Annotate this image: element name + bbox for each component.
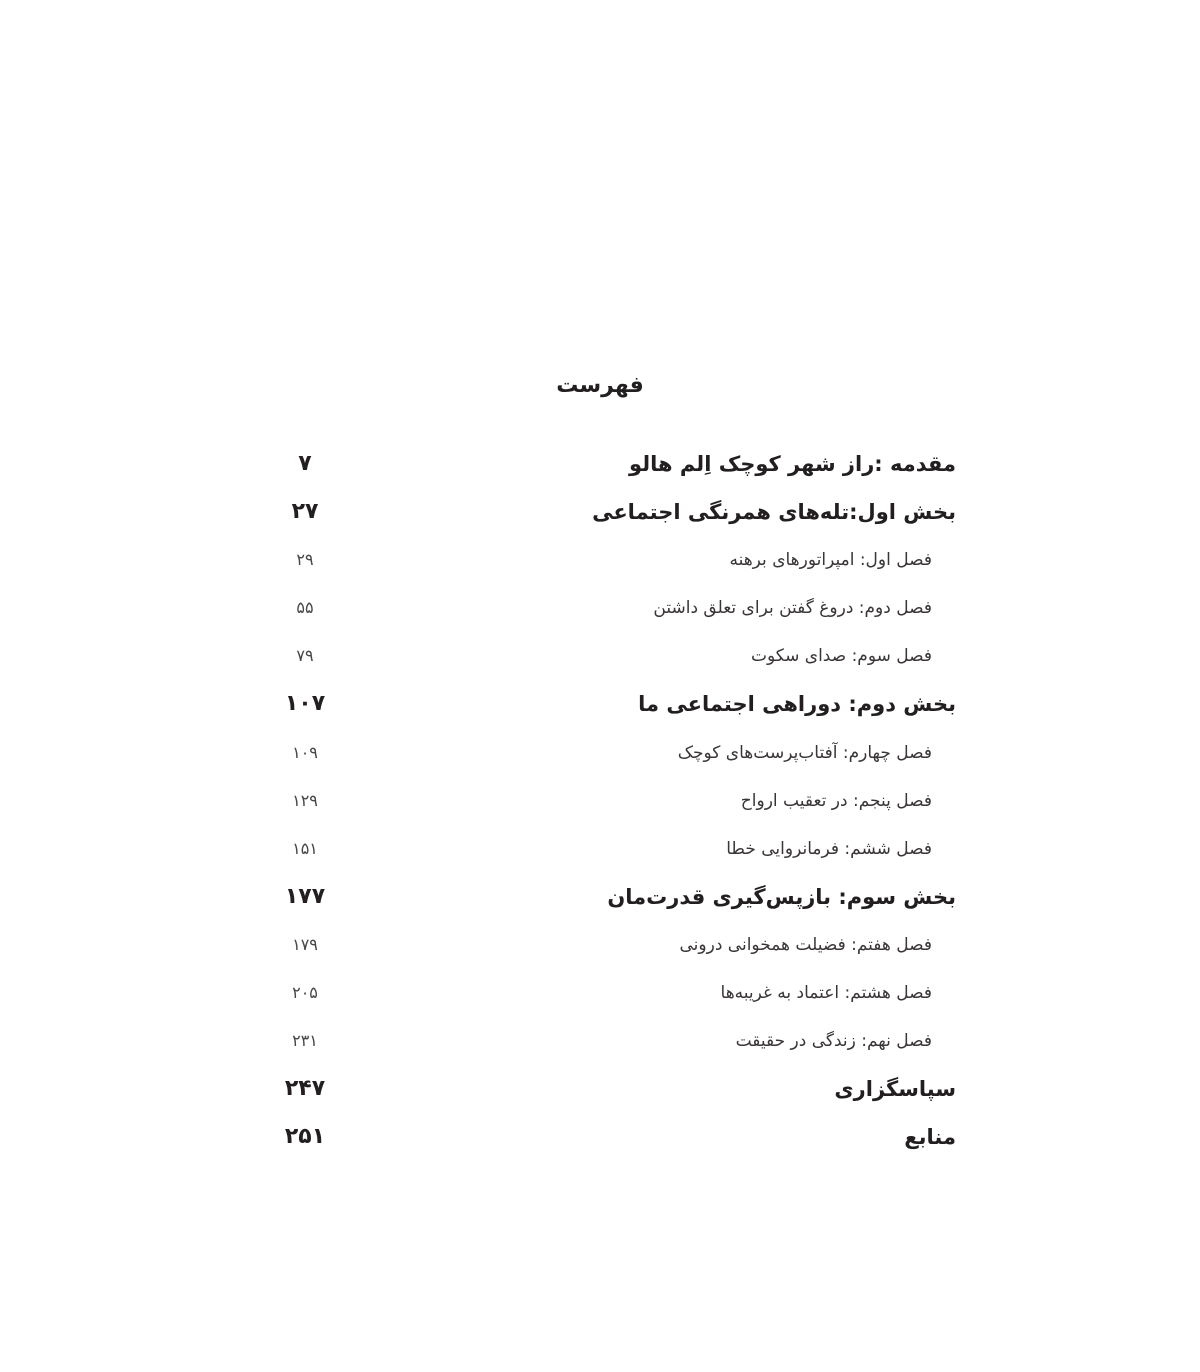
toc-part-entry[interactable]	[240, 875, 960, 923]
toc-entry-page-number: ۲۷	[291, 499, 319, 525]
toc-entry-title: مقدمه :راز شهر کوچک اِلم هالو	[629, 452, 956, 476]
toc-chapter-entry[interactable]	[240, 923, 960, 971]
toc-entry-page-number: ۵۵	[296, 598, 314, 618]
toc-entry-title: فصل اول: امپراتورهای برهنه	[729, 550, 932, 571]
toc-entry-page-number: ۲۹	[296, 550, 314, 570]
toc-part-entry[interactable]	[240, 682, 960, 730]
toc-entry-page-number: ۱۷۷	[284, 883, 326, 909]
toc-entry-page-number: ۷	[298, 451, 312, 476]
toc-entry-page-number: ۲۳۱	[292, 1031, 318, 1051]
toc-entry-title: فصل ششم: فرمانروایی خطا	[726, 838, 932, 859]
toc-chapter-entry[interactable]	[240, 971, 960, 1019]
toc-entry-title: بخش دوم: دوراهی اجتماعی ما	[638, 692, 956, 717]
toc-entry-title: بخش اول:تله‌های همرنگی اجتماعی	[592, 500, 956, 525]
toc-entry-page-number: ۲۴۷	[284, 1076, 326, 1102]
table-of-contents	[240, 442, 960, 1163]
toc-entry-page-number: ۷۹	[296, 646, 314, 666]
toc-entry-page-number: ۱۵۱	[292, 838, 318, 858]
toc-chapter-entry[interactable]	[240, 731, 960, 779]
toc-chapter-entry[interactable]	[240, 538, 960, 586]
toc-chapter-entry[interactable]	[240, 779, 960, 827]
toc-chapter-entry[interactable]	[240, 586, 960, 634]
toc-entry-page-number: ۲۵۱	[284, 1124, 326, 1150]
toc-part-entry[interactable]	[240, 1067, 960, 1115]
toc-part-entry[interactable]	[240, 490, 960, 538]
toc-entry-title: فصل هفتم: فضیلت همخوانی درونی	[679, 934, 932, 955]
toc-entry-page-number: ۱۷۹	[292, 934, 318, 954]
toc-entry-title: فصل هشتم: اعتماد به غریبه‌ها	[720, 983, 932, 1004]
toc-part-entry[interactable]	[240, 1115, 960, 1163]
toc-entry-page-number: ۱۰۹	[292, 742, 318, 762]
toc-chapter-entry[interactable]	[240, 1019, 960, 1067]
toc-entry-title: فصل سوم: صدای سکوت	[750, 646, 932, 667]
page-title: فهرست	[556, 373, 644, 398]
toc-entry-title: فصل چهارم: آفتاب‌پرست‌های کوچک	[677, 742, 932, 763]
toc-chapter-entry[interactable]	[240, 634, 960, 682]
toc-entry-title: منابع	[904, 1125, 956, 1150]
toc-entry-title: سپاسگزاری	[834, 1077, 956, 1102]
toc-entry-title: فصل نهم: زندگی در حقیقت	[735, 1031, 932, 1052]
toc-entry-page-number: ۱۰۷	[284, 691, 326, 717]
toc-part-entry[interactable]	[240, 442, 960, 490]
toc-entry-title: فصل دوم: دروغ گفتن برای تعلق داشتن	[653, 598, 932, 619]
toc-chapter-entry[interactable]	[240, 827, 960, 875]
toc-entry-page-number: ۱۲۹	[292, 790, 318, 810]
toc-entry-page-number: ۲۰۵	[292, 983, 318, 1003]
toc-entry-title: فصل پنجم: در تعقیب ارواح	[740, 790, 932, 811]
toc-entry-title: بخش سوم: بازپس‌گیری قدرت‌مان	[607, 884, 956, 909]
